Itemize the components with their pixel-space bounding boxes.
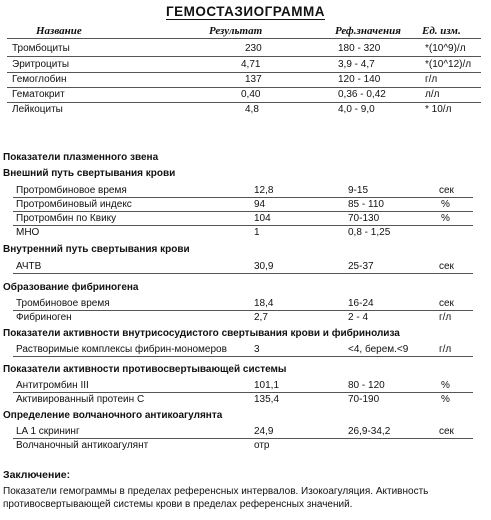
row-name: Антитромбин III xyxy=(16,380,89,391)
row-result: отр xyxy=(254,440,270,451)
row-name: АЧТВ xyxy=(16,261,42,272)
row-name: Протромбиновое время xyxy=(16,185,127,196)
row-unit: % xyxy=(441,394,450,405)
conclusion-title: Заключение: xyxy=(3,469,71,481)
row-name: Эритроциты xyxy=(12,59,70,70)
row-result: 137 xyxy=(245,74,262,85)
row-name: Лейкоциты xyxy=(12,104,63,115)
row-unit: сек xyxy=(439,298,454,309)
row-ref: 80 - 120 xyxy=(348,380,385,391)
row-result: 12,8 xyxy=(254,185,274,196)
row-divider xyxy=(13,356,473,357)
section-title: Внутренний путь свертывания крови xyxy=(3,244,190,255)
row-unit: % xyxy=(441,199,450,210)
row-result: 94 xyxy=(254,199,266,210)
row-result: 1 xyxy=(254,227,260,238)
row-name: МНО xyxy=(16,227,40,238)
row-unit: *(10^12)/л xyxy=(425,59,472,70)
row-ref: 26,9-34,2 xyxy=(348,426,391,437)
section-title: Показатели активности внутрисосудистого свертывания крови и фибринолиза xyxy=(3,328,400,339)
row-divider xyxy=(7,72,481,73)
row-name: Тромбоциты xyxy=(12,43,70,54)
row-name: Протромбиновый индекс xyxy=(16,199,132,210)
row-result: 24,9 xyxy=(254,426,274,437)
section-title: Образование фибриногена xyxy=(3,282,139,293)
row-unit: сек xyxy=(439,185,454,196)
row-divider xyxy=(7,56,481,57)
row-unit: сек xyxy=(439,426,454,437)
row-name: Гемоглобин xyxy=(12,74,67,85)
row-name: Гематокрит xyxy=(12,89,65,100)
row-result: 4,71 xyxy=(241,59,261,70)
row-result: 30,9 xyxy=(254,261,274,272)
row-ref: <4, берем.<9 xyxy=(348,344,409,355)
row-ref: 70-190 xyxy=(348,394,380,405)
row-name: LA 1 скрининг xyxy=(16,426,80,437)
row-ref: 180 - 320 xyxy=(338,43,381,54)
row-ref: 25-37 xyxy=(348,261,374,272)
row-result: 0,40 xyxy=(241,89,261,100)
row-ref: 85 - 110 xyxy=(348,199,384,210)
row-ref: 2 - 4 xyxy=(348,312,369,323)
row-name: Растворимые комплексы фибрин-мономеров xyxy=(16,344,227,355)
row-result: 2,7 xyxy=(254,312,268,323)
row-name: Фибриноген xyxy=(16,312,72,323)
row-ref: 3,9 - 4,7 xyxy=(338,59,375,70)
row-ref: 9-15 xyxy=(348,185,369,196)
row-unit: % xyxy=(441,213,450,224)
row-divider xyxy=(13,310,473,311)
row-ref: 0,36 - 0,42 xyxy=(338,89,386,100)
row-unit: * 10/л xyxy=(425,104,452,115)
row-name: Волчаночный антикоагулянт xyxy=(16,440,149,451)
header-name: Название xyxy=(36,25,82,37)
row-unit: л/л xyxy=(425,89,440,100)
row-result: 3 xyxy=(254,344,260,355)
row-ref: 4,0 - 9,0 xyxy=(338,104,375,115)
row-unit: г/л xyxy=(439,344,452,355)
row-result: 230 xyxy=(245,43,262,54)
report-title: ГЕМОСТАЗИОГРАММА xyxy=(165,4,326,19)
row-result: 101,1 xyxy=(254,380,280,391)
row-result: 104 xyxy=(254,213,271,224)
row-ref: 120 - 140 xyxy=(338,74,381,85)
section-title: Показатели активности противосвертывающей системы xyxy=(3,364,287,375)
row-result: 135,4 xyxy=(254,394,280,405)
row-name: Активированный протеин С xyxy=(16,394,145,405)
row-unit: сек xyxy=(439,261,454,272)
row-unit: г/л xyxy=(439,312,452,323)
header-result: Результат xyxy=(209,25,263,37)
row-name: Тромбиновое время xyxy=(16,298,110,309)
row-divider xyxy=(13,273,473,274)
row-result: 18,4 xyxy=(254,298,274,309)
row-name: Протромбин по Квику xyxy=(16,213,117,224)
section-title: Определение волчаночного антикоагулянта xyxy=(3,410,223,421)
row-unit: % xyxy=(441,380,450,391)
header-ref: Реф.значения xyxy=(335,25,401,37)
row-divider xyxy=(13,225,473,226)
row-ref: 0,8 - 1,25 xyxy=(348,227,391,238)
row-ref: 70-130 xyxy=(348,213,380,224)
row-ref: 16-24 xyxy=(348,298,374,309)
row-unit: *(10^9)/л xyxy=(425,43,466,54)
row-divider xyxy=(7,102,481,103)
conclusion-text: Показатели гемограммы в пределах референсных интервалов. Изокоагуляция. Активность противосвертывающей системы крови в пределах референсных значений. xyxy=(3,486,429,510)
row-unit: г/л xyxy=(425,74,438,85)
row-result: 4,8 xyxy=(245,104,259,115)
section-title: Внешний путь свертывания крови xyxy=(3,168,176,179)
header-unit: Ед. изм. xyxy=(422,25,461,37)
plasma-title: Показатели плазменного звена xyxy=(3,152,159,163)
header-divider xyxy=(7,38,481,39)
